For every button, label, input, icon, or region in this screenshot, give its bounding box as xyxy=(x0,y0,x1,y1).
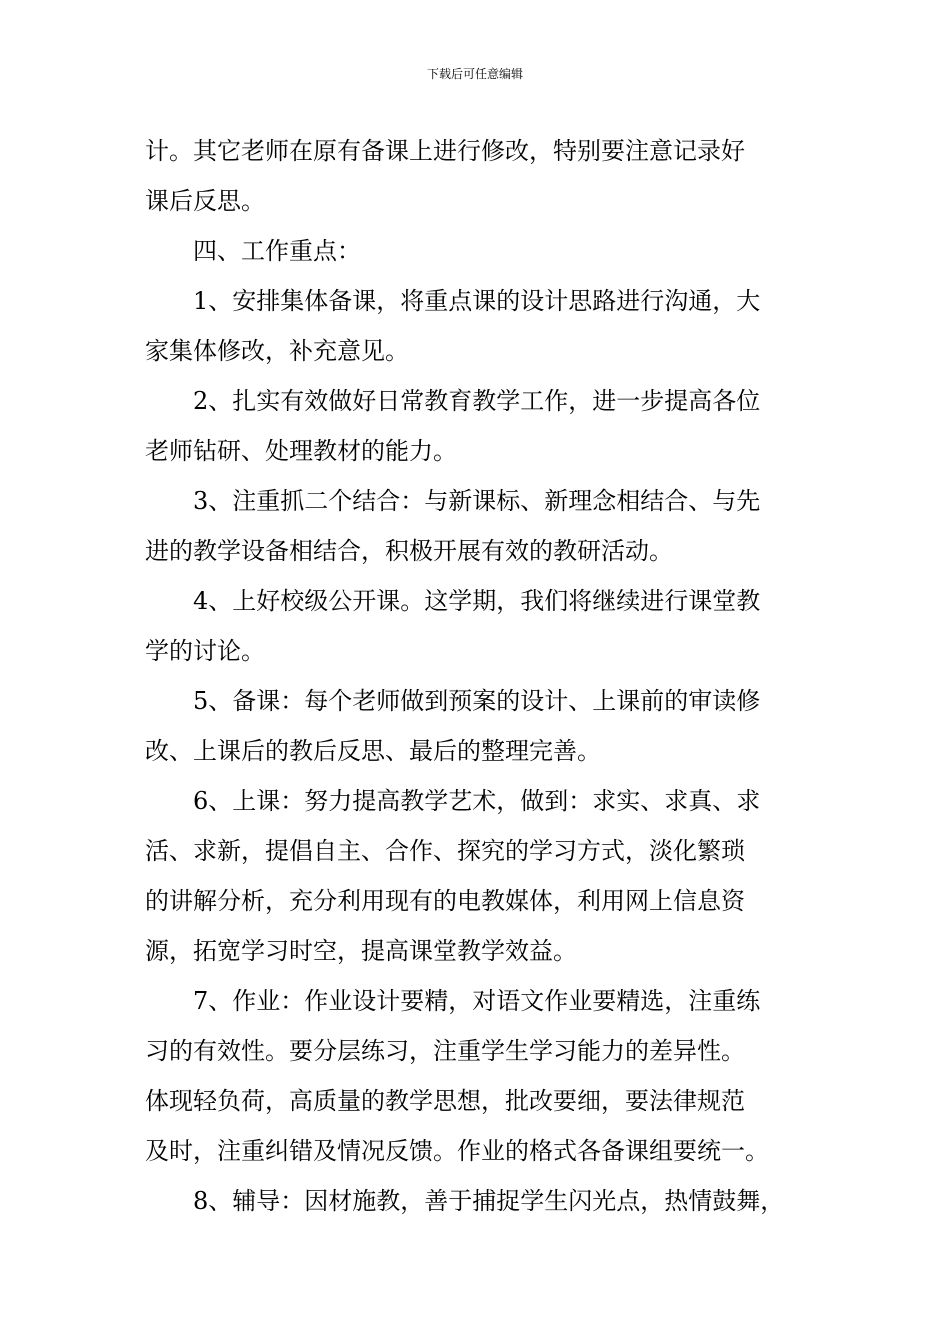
text-line: 习的有效性。要分层练习，注重学生学习能力的差异性。 xyxy=(145,1037,745,1065)
text-line: 活、求新，提倡自主、合作、探究的学习方式，淡化繁琐 xyxy=(145,837,745,865)
text-line: 进的教学设备相结合，积极开展有效的教研活动。 xyxy=(145,537,673,565)
text-line: 及时，注重纠错及情况反馈。作业的格式各备课组要统一。 xyxy=(145,1137,769,1165)
text-line: 1、安排集体备课，将重点课的设计思路进行沟通，大 xyxy=(193,287,761,315)
text-line: 8、辅导：因材施教，善于捕捉学生闪光点，热情鼓舞， xyxy=(193,1187,785,1215)
text-line: 2、扎实有效做好日常教育教学工作，进一步提高各位 xyxy=(193,387,761,415)
text-line: 课后反思。 xyxy=(145,187,265,215)
text-line: 4、上好校级公开课。这学期，我们将继续进行课堂教 xyxy=(193,587,761,615)
text-line: 3、注重抓二个结合：与新课标、新理念相结合、与先 xyxy=(193,487,761,515)
text-line: 老师钻研、处理教材的能力。 xyxy=(145,437,457,465)
text-line: 5、备课：每个老师做到预案的设计、上课前的审读修 xyxy=(193,687,761,715)
text-line: 7、作业：作业设计要精，对语文作业要精选，注重练 xyxy=(193,987,761,1015)
text-line: 源，拓宽学习时空，提高课堂教学效益。 xyxy=(145,937,577,965)
text-line: 6、上课：努力提高教学艺术，做到：求实、求真、求 xyxy=(193,787,761,815)
page-header: 下载后可任意编辑 xyxy=(426,67,523,81)
text-line: 学的讨论。 xyxy=(145,637,265,665)
text-line: 计。其它老师在原有备课上进行修改，特别要注意记录好 xyxy=(145,137,745,165)
text-line: 家集体修改，补充意见。 xyxy=(145,337,409,365)
text-line: 四、工作重点： xyxy=(193,237,361,265)
text-line: 改、上课后的教后反思、最后的整理完善。 xyxy=(145,737,601,765)
text-line: 的讲解分析，充分利用现有的电教媒体，利用网上信息资 xyxy=(145,887,745,915)
text-line: 体现轻负荷，高质量的教学思想，批改要细，要法律规范 xyxy=(145,1087,745,1115)
document-body xyxy=(145,126,810,1226)
